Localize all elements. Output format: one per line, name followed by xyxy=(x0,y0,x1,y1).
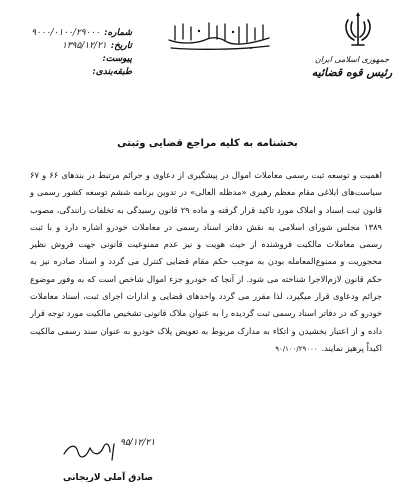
body-text: اهمیت و توسعه ثبت رسمی معاملات اموال در پیشگیری از دعاوی و جرائم مرتبط در بندهای ۶۶ و ۶۷ سیاست‌های ابلاغی مقام معظم رهبری «مدظله العالی» در تدوین برنامه ششم توسعه کشور رسمی و قانون ثبت اسناد و املاک مورد تاکید قرار گرفته و ماده ۲۹ قانون رسیدگی به تخلفات رانندگی، مصوب ۱۳۸۹ مجلس شورای اسلامی به نقش دفاتر اسناد رسمی در معاملات خودرو اشاره دارد و با ثبت رسمی معاملات مالکیت فروشنده از حیث هویت و نیز عدم ممنوعیت قانونی جهت فروش نظیر محجوریت و ممنوع‌المعامله بودن به موجب حکم مقام قضایی کنترل می گردد و اسناد صادره نیز به حکم قانون لازم‌الاجرا شناخته می شود. از آنجا که خودرو جزء اموال شاخص است که به وفور موضوع جرائم ودعاوی قرار میگیرد، لذا مقرر می گردد واحدهای قضایی و ادارات اجرای ثبت، اسناد معاملات خودرو که در دفاتر اسناد رسمی ثبت گردیده را به عنوان ملاک قانونی تشخیص مالکیت مورد توجه قرار داده و از اعتبار بخشیدن و اتکاء به مدارک مربوط به تعویض پلاک خودرو به عنوان سند رسمی مالکیت اکیداً پرهیز نمایند. xyxy=(30,170,383,353)
body-reference-number: ۹۰/۱۰۰/۲۹۰۰۰ xyxy=(275,344,318,353)
basmala-calligraphy xyxy=(165,18,275,52)
meta-attachment: پیوست: xyxy=(102,54,132,64)
meta-classification: طبقه‌بندی: xyxy=(92,67,132,77)
meta-date: تاریخ: ۱۳۹۵/۱۲/۲۱ xyxy=(62,41,132,51)
issuer-block xyxy=(307,55,397,79)
letter-body xyxy=(30,167,382,358)
issuer-country: جمهوری اسلامی ایران xyxy=(314,55,390,64)
signature-date: ۹۵/۱۲/۲۱ xyxy=(120,438,156,448)
letter-title: بخشنامه به کلیه مراجع قضایی وثبتی xyxy=(117,138,298,149)
emblem-icon xyxy=(338,10,378,50)
issuer-title: رئیس قوه قضائیه xyxy=(311,66,393,79)
letter-metadata xyxy=(32,28,132,80)
meta-number: شماره: ۹۰۰۰/۰۱۰۰/۲۹۰۰۰ xyxy=(31,28,132,38)
signatory-name: صادق آملی لاریجانی xyxy=(62,473,154,483)
